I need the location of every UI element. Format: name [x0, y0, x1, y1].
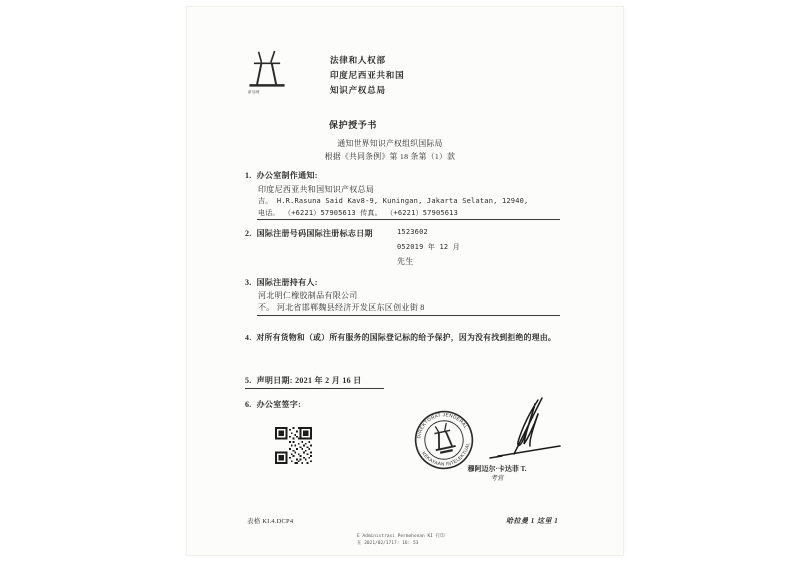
registration-date: 052019 年 12 月	[397, 243, 460, 251]
section-6-heading	[245, 399, 301, 410]
section-1-heading	[245, 170, 318, 181]
print-info	[357, 534, 445, 547]
seal-bottom-text: KEKAYAAN INTELEKTUAL	[420, 442, 472, 468]
signature-icon	[468, 396, 570, 464]
section-number: 5.	[245, 376, 252, 385]
office-phone-line: 电话。 （+6221）57905613 传真。 （+6221）57905613	[258, 209, 459, 217]
ministry-line: 法律和人权部	[330, 55, 386, 65]
section-number: 6.	[245, 400, 252, 409]
seal-emblem-icon	[432, 423, 455, 450]
holder-name-line: 河北明仁橡胶制品有限公司	[258, 291, 358, 300]
page-indicator: 哈拉曼 1 这里 1	[506, 517, 559, 525]
signer-title: 考官	[490, 475, 504, 482]
section-number: 3.	[245, 278, 252, 287]
print-info-line: 在 2021/02/1717: 16: 53	[357, 540, 419, 546]
logo-caption: 新加坡	[248, 90, 260, 94]
registration-salutation: 先生	[397, 257, 414, 266]
notice-block	[280, 138, 500, 163]
ministry-logo-icon	[249, 50, 285, 88]
section-title: 办公室签字:	[256, 400, 302, 409]
section-5-heading	[245, 375, 384, 389]
divider-rule	[257, 219, 560, 220]
section-title: 对所有货物和（或）所有服务的国际登记标的给予保护，因为没有找到拒绝的理由。	[256, 333, 557, 342]
seal-top-text: DIREKTORAT JENDERAL	[417, 413, 468, 439]
section-number: 2.	[245, 229, 252, 238]
divider-rule	[257, 315, 560, 316]
section-3-heading	[245, 277, 318, 288]
document-title: 保护授予书	[329, 120, 378, 130]
form-code: 表格 KI.4.DCP4	[247, 518, 294, 525]
section-2-heading	[245, 228, 373, 239]
registration-number: 1523602	[397, 228, 428, 236]
qr-code-icon	[275, 427, 312, 464]
office-address-line: 吉。 H.R.Rasuna Said Kav8-9, Kuningan, Jakarta Selatan, 12940,	[258, 197, 529, 205]
ministry-line: 知识产权总局	[330, 85, 386, 95]
ministry-line: 印度尼西亚共和国	[330, 70, 405, 80]
ministry-logo	[249, 50, 285, 88]
section-title: 国际注册持有人:	[256, 278, 318, 287]
section-title: 国际注册号码国际注册标志日期	[256, 229, 373, 238]
office-name-line: 印度尼西亚共和国知识产权总局	[258, 185, 375, 194]
holder-address-line: 不。 河北省邯郸魏县经济开发区东区创业街 8	[258, 303, 425, 312]
section-4-heading	[245, 332, 556, 343]
signature	[468, 396, 570, 464]
signer-name: 穆阿迈尔·卡达菲 T.	[467, 465, 527, 473]
ministry-name-block	[330, 53, 404, 98]
notice-line: 根据《共同条例》第 18 条第（1）款	[324, 151, 456, 161]
declaration-date: 声明日期: 2021 年 2 月 16 日	[256, 376, 362, 385]
section-title: 办公室制作通知:	[256, 171, 318, 180]
notice-line: 通知世界知识产权组织国际局	[337, 139, 443, 148]
print-info-line: E Administrasi Permohonan KI 打印	[357, 534, 445, 539]
section-number: 4.	[245, 333, 252, 342]
section-number: 1.	[245, 171, 252, 180]
